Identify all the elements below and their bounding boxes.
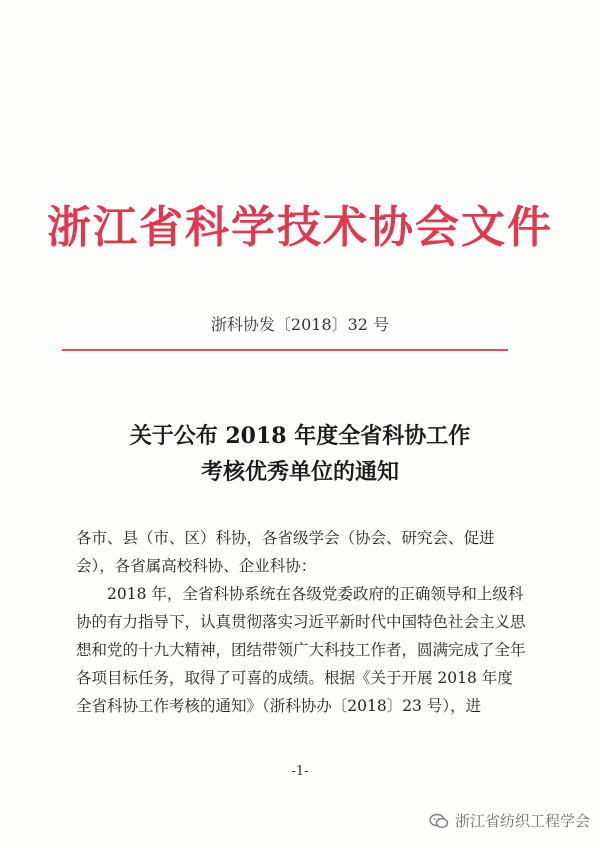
- document-number: 浙科协发〔2018〕32 号: [210, 315, 390, 334]
- notice-title: [0, 418, 600, 490]
- notice-title-line-2: 考核优秀单位的通知: [200, 459, 399, 485]
- wechat-watermark: [429, 810, 590, 831]
- notice-title-line-1: 关于公布 2018 年度全省科协工作: [129, 423, 471, 449]
- document-issuer-header: 浙江省科学技术协会文件: [47, 202, 553, 253]
- page-number: -1-: [291, 764, 309, 779]
- wechat-icon: [429, 813, 449, 829]
- watermark-text: 浙江省纺织工程学会: [454, 812, 590, 830]
- red-divider-line: [62, 349, 508, 351]
- body-paragraph-1: 2018 年，全省科协系统在各级党委政府的正确领导和上级科协的有力指导下，认真贯彻落实习近平新时代中国特色社会主义思想和党的十九大精神，团结带领广大科技工作者，圆满完成了全年各项目标任务，取得了可喜的成绩。根据《关于开展 2018 年度全省科协工作考核的通知》（浙科协办〔2018〕23 号），进: [76, 585, 526, 715]
- addressee-paragraph: 各市、县（市、区）科协，各省级学会（协会、研究会、促进会），各省属高校科协、企业科协：: [76, 529, 495, 575]
- notice-body: [76, 524, 526, 720]
